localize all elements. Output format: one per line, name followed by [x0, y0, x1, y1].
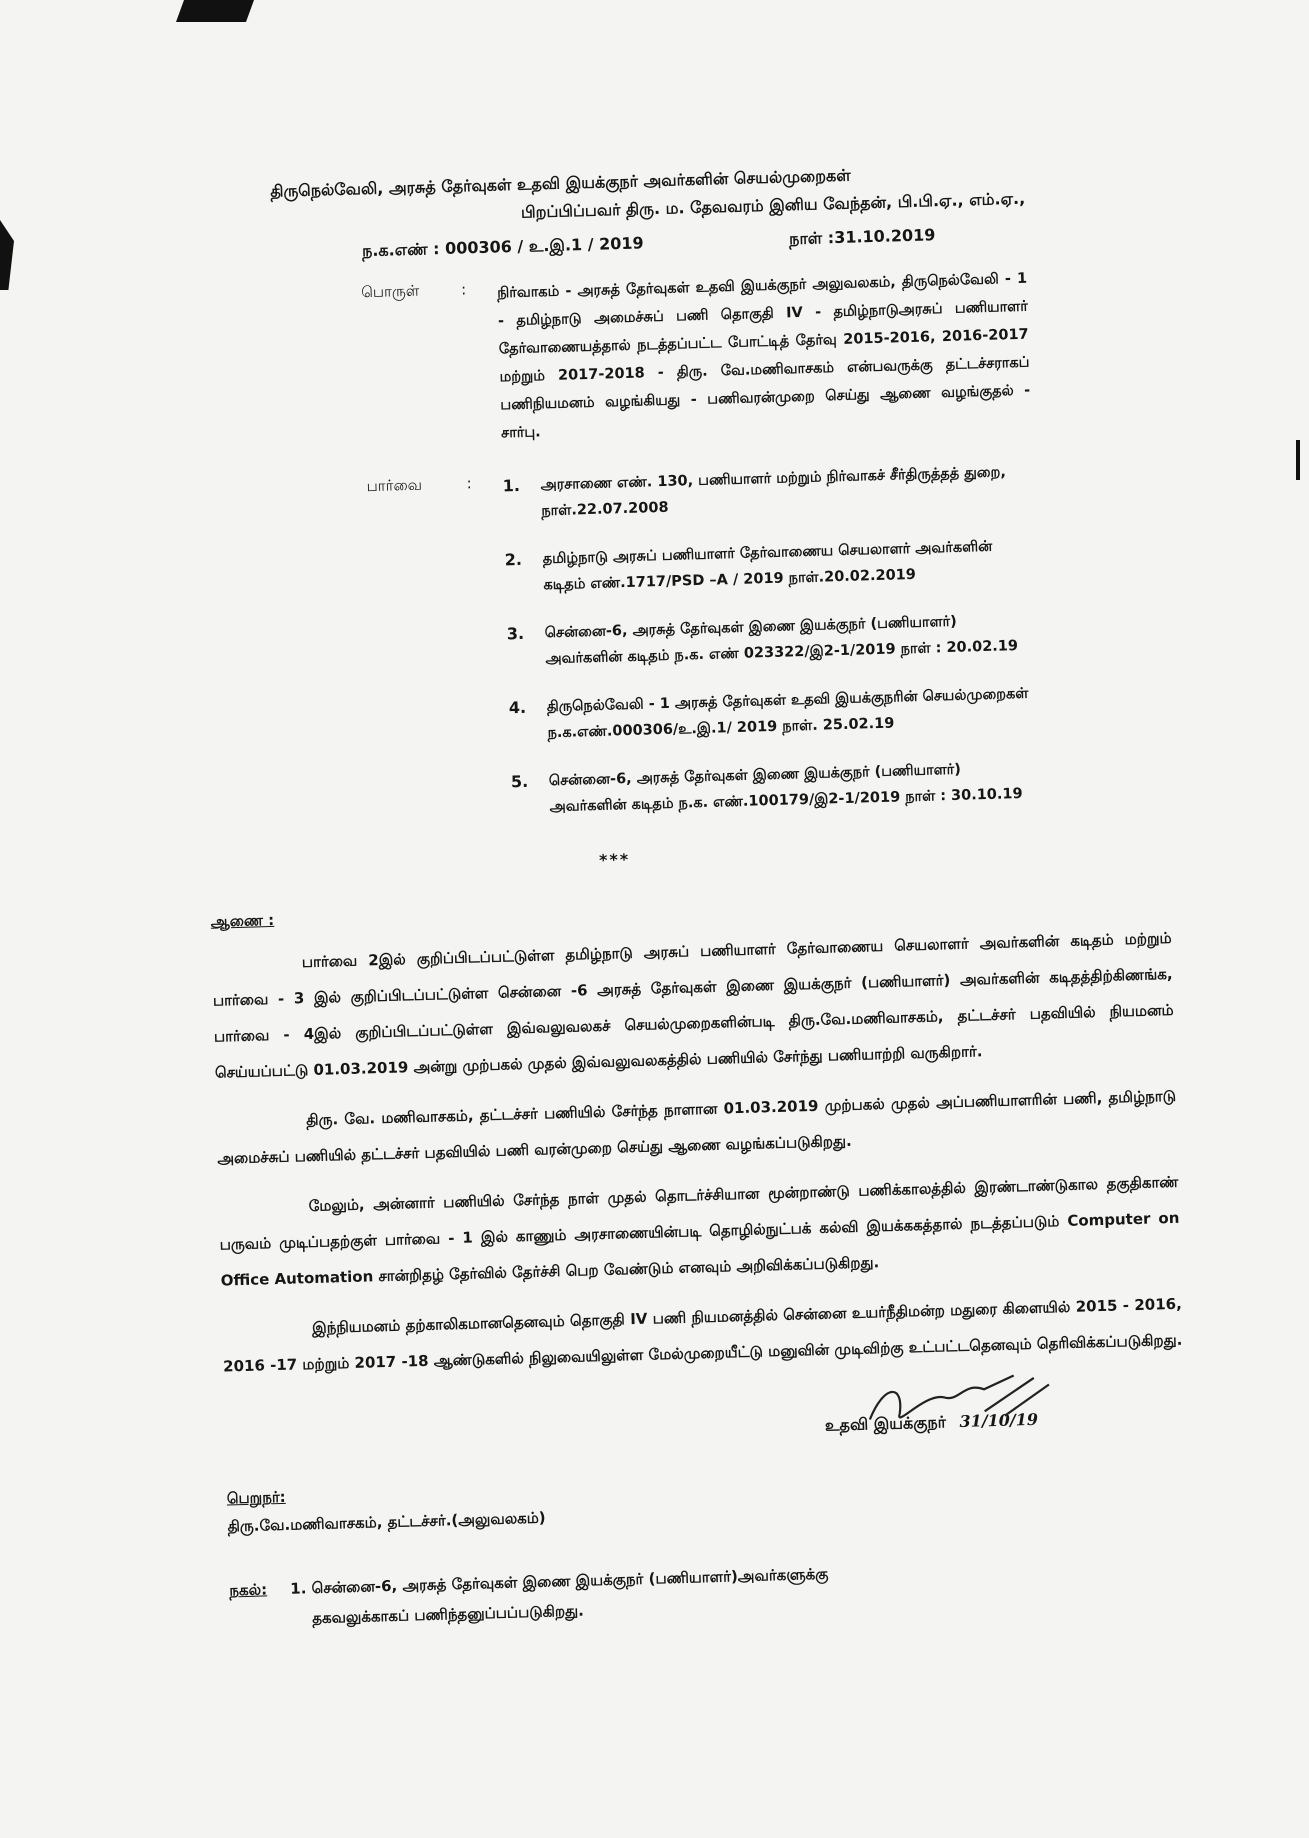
signature-block [825, 1406, 1185, 1437]
references-list [502, 459, 1042, 844]
subject-section [193, 261, 1157, 456]
order-paragraph-2: திரு. வே. மணிவாசகம், தட்டச்சர் பணியில் சேர்ந்த நாளான 01.03.2019 முற்பகல் முதல் அப்பணியாளரின் பணி, தமிழ்நாடு அமைச்சுப் பணியில் தட்டச்சர் பதவியில் பணி வரன்முறை செய்து ஆணை வழங்கப்படுகிறது. [217, 1086, 1177, 1168]
order-paragraph-1: பார்வை 2இல் குறிப்பிடப்பட்டுள்ள தமிழ்நாடு அரசுப் பணியாளர் தேர்வாணைய செயலாளர் அவர்களின் கடிதம் மற்றும் பார்வை - 3 இல் குறிப்பிடப்பட்டுள்ள சென்னை -6 அரசுத் தேர்வுகள் இணை இயக்குநர் (பணியாளர்) அவர்களின் கடிதத்திற்கிணங்க, பார்வை - 4இல் குறிப்பிடப்பட்டுள்ள இவ்வலுவலகச் செயல்முறைகளின்படி திரு.வே.மணிவாசகம், தட்டச்சர் பதவியில் நியமனம் செய்யப்பட்டு 01.03.2019 அன்று முற்பகல் முதல் இவ்வலுவலகத்தில் பணியில் சேர்ந்து பணியாற்றி வருகிறார். [212, 928, 1174, 1082]
issuer-line: பிறப்பிப்பவர் திரு. ம. தேவவரம் இனிய வேந்தன், பி.பி.ஏ., எம்.ஏ., [520, 188, 1026, 222]
reference-number-5: 5. [510, 771, 529, 792]
copy-line-1: 1. சென்னை-6, அரசுத் தேர்வுகள் இணை இயக்குநர் (பணியாளர்)அவர்களுக்கு [290, 1564, 829, 1598]
references-label: பார்வை [366, 475, 423, 496]
reference-text-5: சென்னை-6, அரசுத் தேர்வுகள் இணை இயக்குநர் (பணியாளர்) அவர்களின் கடிதம் ந.க. எண்.100179/இ2-1/2019 நாள் : 30.10.19 [548, 761, 1023, 816]
reference-item [511, 754, 1042, 821]
order-label: ஆணை : [210, 910, 275, 931]
letter-header [190, 153, 1152, 270]
office-title: திருநெல்வேலி, அரசுத் தேர்வுகள் உதவி இயக்குநர் அவர்களின் செயல்முறைகள் [270, 165, 851, 201]
reference-number-2: 2. [504, 549, 523, 570]
subject-colon: : [460, 280, 467, 299]
reference-number: ந.க.எண் : 000306 / உ.இ.1 / 2019 [361, 233, 644, 261]
handwritten-signature-icon [864, 1369, 1056, 1434]
reference-item [509, 681, 1040, 748]
reference-item [504, 533, 1035, 600]
reference-item [502, 459, 1033, 526]
references-section [198, 455, 1168, 852]
signature-title: உதவி இயக்குநர் [824, 1412, 947, 1435]
copy-to-section [229, 1549, 1190, 1636]
reference-line [362, 215, 1152, 265]
scan-mark-top-left [176, 0, 254, 22]
section-separator: *** [598, 849, 631, 870]
reference-text-3: சென்னை-6, அரசுத் தேர்வுகள் இணை இயக்குநர் (பணியாளர்) அவர்களின் கடிதம் ந.க. எண் 023322/இ2-1/2019 நாள் : 20.02.19 [544, 613, 1019, 668]
letter-body [190, 153, 1190, 1635]
reference-number-1: 1. [502, 475, 521, 496]
recipient-text: திரு.வே.மணிவாசகம், தட்டச்சர்.(அலுவலகம்) [227, 1508, 546, 1536]
reference-number-3: 3. [506, 623, 525, 644]
signature-date-scrawl: 31/10/19 [959, 1409, 1039, 1431]
reference-text-2: தமிழ்நாடு அரசுப் பணியாளர் தேர்வாணைய செயலாளர் அவர்களின் கடிதம் எண்.1717/PSD –A / 2019 நாள்.20.02.2019 [542, 538, 993, 594]
order-paragraph-3: மேலும், அன்னார் பணியில் சேர்ந்த நாள் முதல் தொடர்ச்சியான மூன்றாண்டு பணிக்காலத்தில் இரண்டாண்டுகால தகுதிகாண் பருவம் முடிப்பதற்குள் பார்வை - 1 இல் காணும் அரசாணையின்படி தொழில்நுட்பக் கல்வி இயக்ககத்தால் நடத்தப்படும் Computer on Office Automation சான்றிதழ் தேர்வில் தேர்ச்சி பெற வேண்டும் எனவும் அறிவிக்கப்படுகிறது. [219, 1172, 1180, 1290]
reference-number-4: 4. [508, 697, 527, 718]
issue-date: நாள் :31.10.2019 [788, 225, 936, 249]
references-colon: : [466, 474, 472, 493]
reference-text-1: அரசாணை எண். 130, பணியாளர் மற்றும் நிர்வாகச் சீர்திருத்தத் துறை, நாள்.22.07.2008 [540, 464, 1007, 520]
order-paragraph-4: இந்நியமனம் தற்காலிகமானதெனவும் தொகுதி IV பணி நியமனத்தில் சென்னை உயர்நீதிமன்ற மதுரை கிளையில் 2015 - 2016, 2016 -17 மற்றும் 2017 -18 ஆண்டுகளில் நிலுவையிலுள்ள மேல்முறையீட்டு மனுவின் முடிவிற்கு உட்பட்டதெனவும் தெரிவிக்கப்படுகிறது. [222, 1294, 1183, 1376]
subject-text: நிர்வாகம் - அரசுத் தேர்வுகள் உதவி இயக்குநர் அலுவலகம், திருநெல்வேலி - 1 - தமிழ்நாடு அமைச்சுப் பணி தொகுதி IV - தமிழ்நாடுஅரசுப் பணியாளர் தேர்வாணையத்தால் நடத்தப்பட்ட போட்டித் தேர்வு 2015-2016, 2016-2017 மற்றும் 2017-2018 - திரு. வே.மணிவாசகம் என்பவருக்கு தட்டச்சராகப் பணிநியமனம் வழங்கியது - பணிவரன்முறை செய்து ஆணை வழங்குதல் - சார்பு. [497, 270, 1031, 442]
recipient-label: பெறுநர்: [226, 1487, 286, 1508]
reference-text-4: திருநெல்வேலி - 1 அரசுத் தேர்வுகள் உதவி இயக்குநரின் செயல்முறைகள் ந.க.எண்.000306/உ.இ.1/ 2019 நாள். 25.02.19 [546, 685, 1029, 742]
copy-label: நகல்: [229, 1580, 268, 1600]
copy-line-2: தகவலுக்காகப் பணிந்தனுப்பப்படுகிறது. [311, 1601, 585, 1628]
reference-item [506, 607, 1037, 674]
subject-label: பொருள் [360, 281, 420, 302]
scan-mark-right-edge [1296, 440, 1300, 480]
scan-mark-left-edge [0, 220, 14, 290]
